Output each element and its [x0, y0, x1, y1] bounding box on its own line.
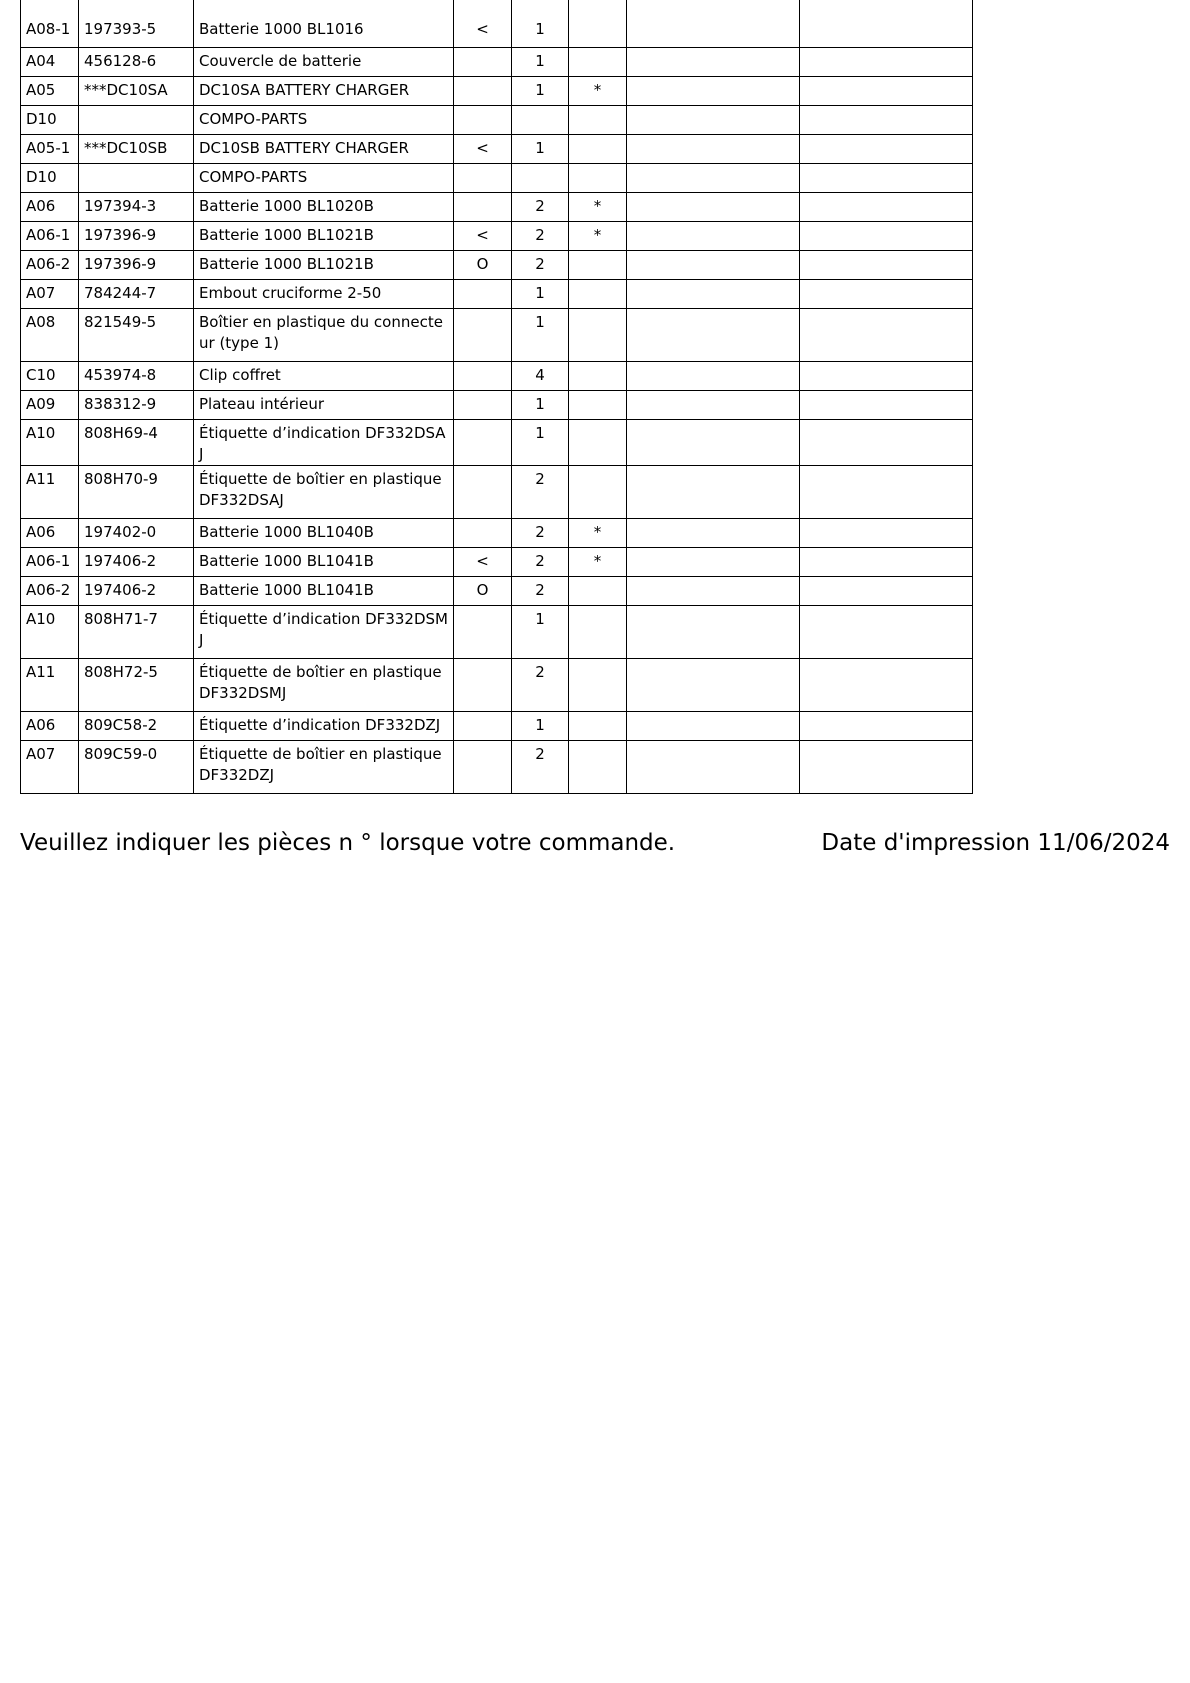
note-cell	[627, 192, 800, 221]
description-cell: Étiquette de boîtier en plastique DF332DSAJ	[194, 465, 454, 518]
note-cell	[627, 47, 800, 76]
note-cell	[627, 465, 800, 518]
description-cell: Étiquette d’indication DF332DSAJ	[194, 419, 454, 465]
note-cell	[800, 658, 973, 711]
quantity-cell: 2	[512, 192, 569, 221]
mark-cell	[454, 192, 512, 221]
part-number-cell: 808H72-5	[79, 658, 194, 711]
star-cell	[569, 105, 627, 134]
table-row	[21, 547, 973, 576]
star-cell	[569, 658, 627, 711]
star-cell: *	[569, 192, 627, 221]
ref-cell: A09	[21, 390, 79, 419]
mark-cell	[454, 390, 512, 419]
ref-cell: D10	[21, 105, 79, 134]
note-cell	[800, 547, 973, 576]
note-cell	[800, 390, 973, 419]
note-cell	[627, 605, 800, 658]
note-cell	[627, 740, 800, 793]
note-cell	[800, 576, 973, 605]
part-number-cell: 197402-0	[79, 518, 194, 547]
description-cell: Batterie 1000 BL1020B	[194, 192, 454, 221]
ref-cell: A10	[21, 419, 79, 465]
note-cell	[800, 308, 973, 361]
star-cell	[569, 361, 627, 390]
description-cell: Couvercle de batterie	[194, 47, 454, 76]
star-cell: *	[569, 547, 627, 576]
part-number-cell: ***DC10SB	[79, 134, 194, 163]
ref-cell: A07	[21, 740, 79, 793]
note-cell	[800, 361, 973, 390]
part-number-cell: ***DC10SA	[79, 76, 194, 105]
part-number-cell: 197394-3	[79, 192, 194, 221]
mark-cell	[454, 518, 512, 547]
star-cell	[569, 0, 627, 47]
description-cell: Étiquette de boîtier en plastique DF332DSMJ	[194, 658, 454, 711]
star-cell	[569, 740, 627, 793]
mark-cell	[454, 465, 512, 518]
quantity-cell: 1	[512, 134, 569, 163]
note-cell	[800, 134, 973, 163]
table-row	[21, 279, 973, 308]
note-cell	[627, 518, 800, 547]
description-cell: Plateau intérieur	[194, 390, 454, 419]
table-row	[21, 740, 973, 793]
ref-cell: A05-1	[21, 134, 79, 163]
note-cell	[627, 308, 800, 361]
table-row	[21, 192, 973, 221]
description-cell: Batterie 1000 BL1021B	[194, 221, 454, 250]
part-number-cell: 456128-6	[79, 47, 194, 76]
table-row	[21, 308, 973, 361]
description-cell: Étiquette d’indication DF332DSMJ	[194, 605, 454, 658]
star-cell	[569, 605, 627, 658]
mark-cell	[454, 711, 512, 740]
ref-cell: D10	[21, 163, 79, 192]
description-cell: Embout cruciforme 2-50	[194, 279, 454, 308]
mark-cell	[454, 47, 512, 76]
mark-cell	[454, 76, 512, 105]
part-number-cell: 197396-9	[79, 221, 194, 250]
mark-cell: <	[454, 134, 512, 163]
ref-cell: A06	[21, 192, 79, 221]
star-cell	[569, 163, 627, 192]
table-row	[21, 658, 973, 711]
description-cell: Étiquette de boîtier en plastique DF332DZJ	[194, 740, 454, 793]
note-cell	[627, 361, 800, 390]
mark-cell: O	[454, 250, 512, 279]
quantity-cell: 1	[512, 47, 569, 76]
ref-cell: A06-1	[21, 221, 79, 250]
quantity-cell: 1	[512, 711, 569, 740]
mark-cell: O	[454, 576, 512, 605]
ref-cell: A07	[21, 279, 79, 308]
note-cell	[627, 279, 800, 308]
star-cell	[569, 279, 627, 308]
quantity-cell	[512, 105, 569, 134]
table-row	[21, 0, 973, 47]
note-cell	[800, 279, 973, 308]
part-number-cell: 809C58-2	[79, 711, 194, 740]
note-cell	[800, 76, 973, 105]
star-cell: *	[569, 221, 627, 250]
quantity-cell: 2	[512, 250, 569, 279]
note-cell	[800, 711, 973, 740]
star-cell	[569, 465, 627, 518]
description-cell: Clip coffret	[194, 361, 454, 390]
quantity-cell: 2	[512, 740, 569, 793]
note-cell	[800, 47, 973, 76]
part-number-cell: 197393-5	[79, 0, 194, 47]
description-cell: DC10SB BATTERY CHARGER	[194, 134, 454, 163]
note-cell	[627, 250, 800, 279]
ref-cell: A11	[21, 465, 79, 518]
ref-cell: A06-2	[21, 250, 79, 279]
ref-cell: A04	[21, 47, 79, 76]
part-number-cell: 197406-2	[79, 547, 194, 576]
mark-cell	[454, 361, 512, 390]
parts-table-body	[21, 0, 973, 793]
note-cell	[627, 163, 800, 192]
part-number-cell: 809C59-0	[79, 740, 194, 793]
part-number-cell	[79, 105, 194, 134]
table-row	[21, 47, 973, 76]
table-row	[21, 711, 973, 740]
table-row	[21, 605, 973, 658]
note-cell	[800, 163, 973, 192]
table-row	[21, 163, 973, 192]
quantity-cell: 1	[512, 0, 569, 47]
part-number-cell: 821549-5	[79, 308, 194, 361]
note-cell	[800, 221, 973, 250]
description-cell: COMPO-PARTS	[194, 105, 454, 134]
table-row	[21, 576, 973, 605]
star-cell	[569, 308, 627, 361]
note-cell	[800, 605, 973, 658]
note-cell	[627, 547, 800, 576]
note-cell	[800, 0, 973, 47]
table-row	[21, 134, 973, 163]
quantity-cell: 2	[512, 547, 569, 576]
mark-cell: <	[454, 221, 512, 250]
table-row	[21, 221, 973, 250]
star-cell	[569, 250, 627, 279]
description-cell: Batterie 1000 BL1041B	[194, 547, 454, 576]
mark-cell	[454, 308, 512, 361]
ref-cell: A11	[21, 658, 79, 711]
quantity-cell: 1	[512, 279, 569, 308]
note-cell	[627, 76, 800, 105]
part-number-cell: 197406-2	[79, 576, 194, 605]
note-cell	[800, 192, 973, 221]
quantity-cell: 2	[512, 518, 569, 547]
note-cell	[627, 134, 800, 163]
ref-cell: A10	[21, 605, 79, 658]
mark-cell: <	[454, 0, 512, 47]
quantity-cell: 2	[512, 465, 569, 518]
ref-cell: A06-1	[21, 547, 79, 576]
description-cell: Boîtier en plastique du connecteur (type 1)	[194, 308, 454, 361]
note-cell	[627, 658, 800, 711]
ref-cell: A06	[21, 518, 79, 547]
star-cell: *	[569, 518, 627, 547]
part-number-cell: 808H70-9	[79, 465, 194, 518]
part-number-cell: 808H71-7	[79, 605, 194, 658]
parts-table	[20, 0, 973, 794]
quantity-cell	[512, 163, 569, 192]
mark-cell	[454, 279, 512, 308]
quantity-cell: 2	[512, 576, 569, 605]
part-number-cell: 838312-9	[79, 390, 194, 419]
description-cell: Batterie 1000 BL1016	[194, 0, 454, 47]
table-row	[21, 465, 973, 518]
star-cell	[569, 390, 627, 419]
ref-cell: A06	[21, 711, 79, 740]
star-cell: *	[569, 76, 627, 105]
note-cell	[800, 105, 973, 134]
quantity-cell: 1	[512, 419, 569, 465]
mark-cell	[454, 740, 512, 793]
note-cell	[627, 576, 800, 605]
note-cell	[627, 390, 800, 419]
description-cell: DC10SA BATTERY CHARGER	[194, 76, 454, 105]
star-cell	[569, 711, 627, 740]
table-row	[21, 361, 973, 390]
table-row	[21, 390, 973, 419]
table-row	[21, 250, 973, 279]
star-cell	[569, 47, 627, 76]
description-cell: Étiquette d’indication DF332DZJ	[194, 711, 454, 740]
part-number-cell: 197396-9	[79, 250, 194, 279]
note-cell	[627, 0, 800, 47]
ref-cell: A06-2	[21, 576, 79, 605]
quantity-cell: 1	[512, 605, 569, 658]
ref-cell: A05	[21, 76, 79, 105]
description-cell: Batterie 1000 BL1041B	[194, 576, 454, 605]
part-number-cell: 784244-7	[79, 279, 194, 308]
note-cell	[800, 465, 973, 518]
ref-cell: A08-1	[21, 0, 79, 47]
note-cell	[627, 105, 800, 134]
description-cell: Batterie 1000 BL1040B	[194, 518, 454, 547]
ref-cell: C10	[21, 361, 79, 390]
mark-cell	[454, 419, 512, 465]
note-cell	[627, 711, 800, 740]
quantity-cell: 4	[512, 361, 569, 390]
quantity-cell: 1	[512, 390, 569, 419]
note-cell	[627, 221, 800, 250]
part-number-cell	[79, 163, 194, 192]
ref-cell: A08	[21, 308, 79, 361]
quantity-cell: 2	[512, 658, 569, 711]
star-cell	[569, 419, 627, 465]
star-cell	[569, 134, 627, 163]
note-cell	[800, 740, 973, 793]
note-cell	[800, 250, 973, 279]
quantity-cell: 1	[512, 76, 569, 105]
table-row	[21, 518, 973, 547]
mark-cell	[454, 105, 512, 134]
order-instruction-note: Veuillez indiquer les pièces n ° lorsque votre commande.	[20, 830, 676, 856]
description-cell: COMPO-PARTS	[194, 163, 454, 192]
mark-cell	[454, 163, 512, 192]
mark-cell	[454, 658, 512, 711]
table-row	[21, 105, 973, 134]
note-cell	[800, 518, 973, 547]
description-cell: Batterie 1000 BL1021B	[194, 250, 454, 279]
part-number-cell: 808H69-4	[79, 419, 194, 465]
note-cell	[627, 419, 800, 465]
table-row	[21, 76, 973, 105]
print-date: Date d'impression 11/06/2024	[821, 830, 1170, 856]
star-cell	[569, 576, 627, 605]
part-number-cell: 453974-8	[79, 361, 194, 390]
quantity-cell: 1	[512, 308, 569, 361]
mark-cell	[454, 605, 512, 658]
quantity-cell: 2	[512, 221, 569, 250]
table-row	[21, 419, 973, 465]
mark-cell: <	[454, 547, 512, 576]
note-cell	[800, 419, 973, 465]
